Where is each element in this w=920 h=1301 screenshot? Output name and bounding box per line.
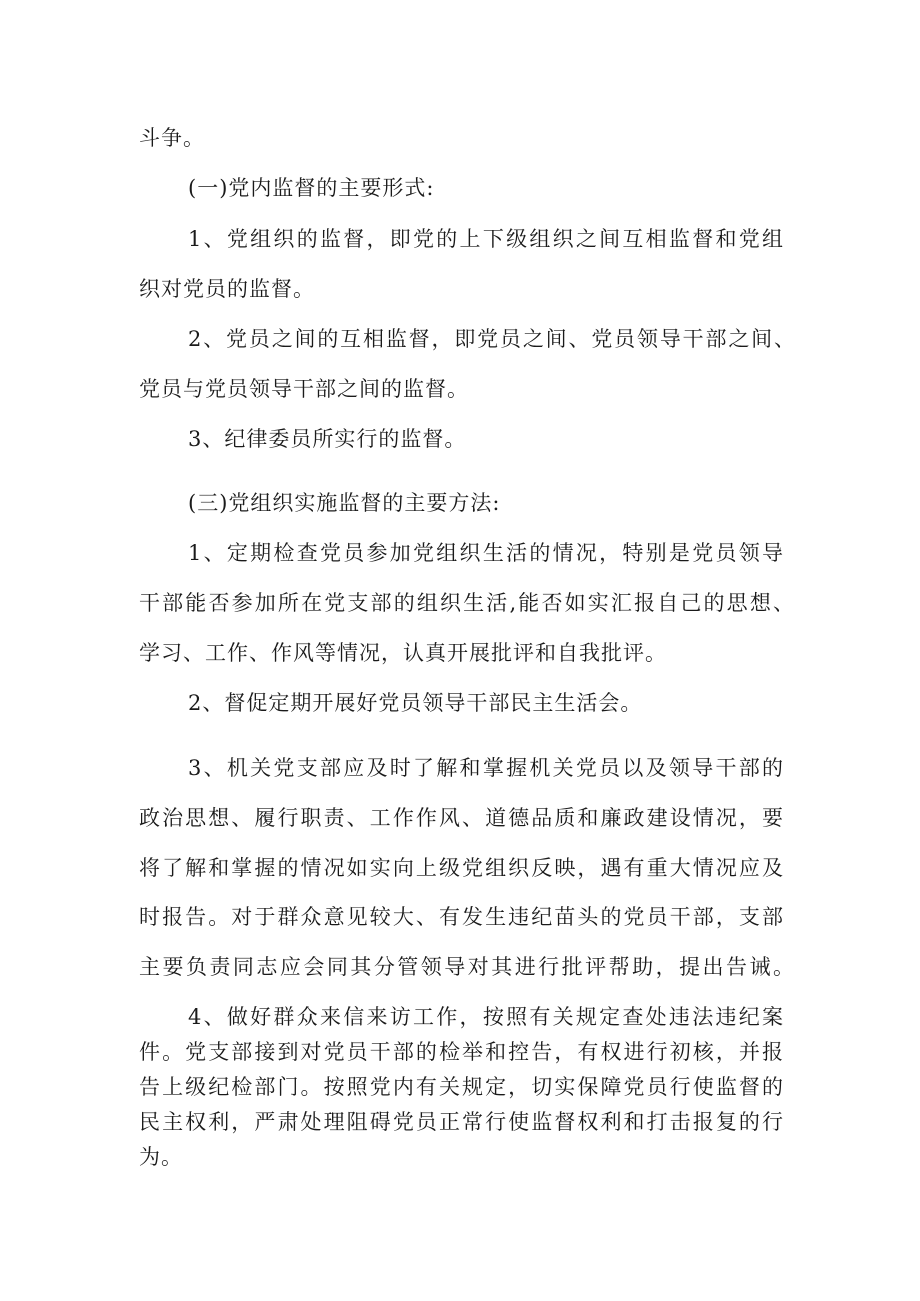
text-line: 将了解和掌握的情况如实向上级党组织反映，遇有重大情况应及 xyxy=(139,856,784,880)
text-line: 党员与党员领导干部之间的监督。 xyxy=(139,377,469,401)
text-line: 主要负责同志应会同其分管领导对其进行批评帮助，提出告诫。 xyxy=(139,955,795,979)
text-line: 干部能否参加所在党支部的组织生活,能否如实汇报自己的思想、 xyxy=(139,591,795,615)
text-line: 斗争。 xyxy=(139,126,205,150)
text-line: 织对党员的监督。 xyxy=(139,277,315,301)
text-line: 时报告。对于群众意见较大、有发生违纪苗头的党员干部，支部 xyxy=(139,905,784,929)
section-heading: (一)党内监督的主要形式: xyxy=(188,176,435,200)
text-line: 2、督促定期开展好党员领导干部民主生活会。 xyxy=(188,691,643,715)
text-line: 4、做好群众来信来访工作，按照有关规定查处违法违纪案 xyxy=(188,1005,784,1029)
text-line: 3、机关党支部应及时了解和掌握机关党员以及领导干部的 xyxy=(188,756,784,780)
text-line: 民主权利，严肃处理阻碍党员正常行使监督权利和打击报复的行 xyxy=(139,1110,784,1134)
text-line: 告上级纪检部门。按照党内有关规定，切实保障党员行使监督的 xyxy=(139,1075,784,1099)
text-line: 1、定期检查党员参加党组织生活的情况，特别是党员领导 xyxy=(188,541,784,565)
text-line: 政治思想、履行职责、工作作风、道德品质和廉政建设情况，要 xyxy=(139,806,784,830)
text-line: 3、纪律委员所实行的监督。 xyxy=(188,427,467,451)
text-line: 为。 xyxy=(139,1145,183,1169)
text-line: 2、党员之间的互相监督，即党员之间、党员领导干部之间、 xyxy=(188,327,796,351)
text-line: 1、党组织的监督，即党的上下级组织之间互相监督和党组 xyxy=(188,227,784,251)
text-line: 件。党支部接到对党员干部的检举和控告，有权进行初核，并报 xyxy=(139,1040,784,1064)
section-heading: (三)党组织实施监督的主要方法: xyxy=(188,491,501,515)
text-line: 学习、工作、作风等情况，认真开展批评和自我批评。 xyxy=(139,641,667,665)
